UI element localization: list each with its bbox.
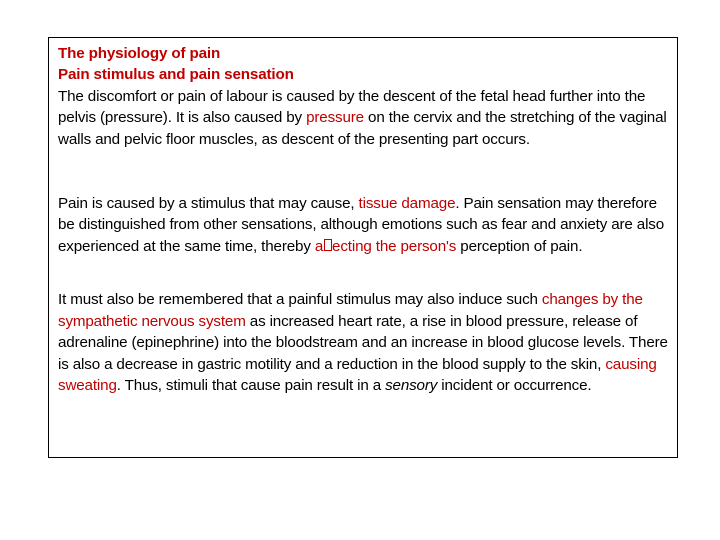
- paragraph-3-highlight-causing-sweating: causing sweating: [58, 355, 657, 395]
- heading-pain-stimulus-and-sensation: Pain stimulus and pain sensation: [58, 66, 294, 84]
- text-body: [58, 43, 668, 396]
- paragraph-1-highlight-pressure: pressure: [306, 109, 364, 127]
- paragraph-3-text-part-1: It must also be remembered that a painful stimulus may also induce such: [58, 291, 542, 309]
- paragraph-3-highlight-sympathetic-nervous-system: changes by the sympathetic nervous system: [58, 291, 643, 330]
- paragraph-2-highlight-affecting-person: [315, 238, 456, 255]
- paragraph-spacer-2: [58, 171, 668, 192]
- content-text-box[interactable]: [48, 37, 678, 458]
- heading-physiology-of-pain: The physiology of pain: [58, 45, 221, 62]
- paragraph-1-text-part-1: The discomfort or pain of labour is caused by the descent of the fetal head further into the pelvis (pressure). It is also caused by: [58, 87, 646, 127]
- paragraph-2: [58, 193, 668, 257]
- heading-block: [58, 43, 668, 150]
- paragraph-2-text-part-1: Pain is caused by a stimulus that may cause,: [58, 194, 359, 212]
- paragraph-3-text-part-4: incident or occurrence.: [437, 377, 592, 395]
- paragraph-3-emphasis-sensory: sensory: [385, 377, 438, 395]
- paragraph-spacer-3: [58, 257, 668, 268]
- paragraph-3: [58, 289, 668, 396]
- paragraph-2-highlight-tissue-damage: tissue damage: [358, 194, 456, 212]
- paragraph-spacer-1: [58, 150, 668, 171]
- missing-glyph-box-icon: [324, 239, 332, 251]
- paragraph-3-text-part-2: as increased heart rate, a rise in blood pressure, release of adrenaline (epinephrine) into the bloodstream and an increase in blood glucose levels. There is also a decrease in gastric motility and a reduction in the blood supply to the skin,: [58, 312, 668, 373]
- affecting-suffix: ecting the person's: [332, 237, 457, 255]
- affecting-prefix: a: [314, 237, 324, 255]
- paragraph-1-text-part-2: on the cervix and the stretching of the vaginal walls and pelvic floor muscles, as descent of the presenting part occurs.: [58, 109, 667, 148]
- paragraph-3-text-part-3: . Thus, stimuli that cause pain result in a: [116, 377, 386, 395]
- paragraph-2-text-part-2: . Pain sensation may therefore be distinguished from other sensations, although emotions such as fear and anxiety are also experienced at the same time, thereby: [58, 194, 665, 255]
- paragraph-spacer-4: [58, 268, 668, 289]
- paragraph-2-text-part-3: perception of pain.: [456, 237, 583, 255]
